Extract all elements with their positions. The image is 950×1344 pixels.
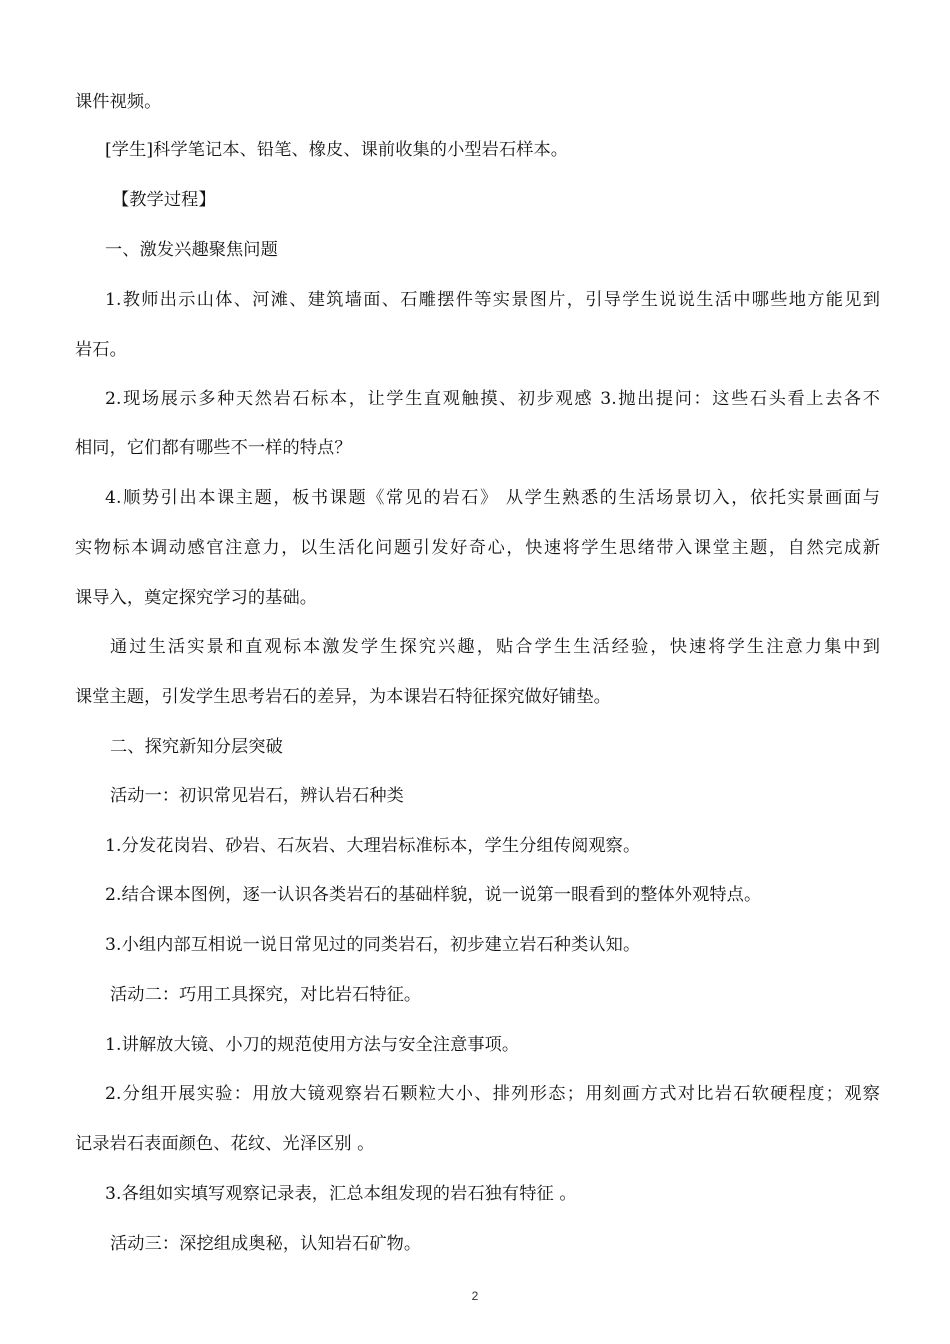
text-line: 岩石。: [75, 340, 127, 360]
text-line: 记录岩石表面颜色、花纹、光泽区别 。: [75, 1134, 375, 1154]
text-line: 课导入，奠定探究学习的基础。: [75, 588, 318, 608]
text-line: 4.顺势引出本课主题，板书课题《常见的岩石》 从学生熟悉的生活场景切入，依托实景画面与: [105, 488, 880, 508]
section-heading: 一、激发兴趣聚焦问题: [105, 240, 278, 260]
text-line: 2.现场展示多种天然岩石标本，让学生直观触摸、初步观感 3.抛出提问：这些石头看上去各不: [105, 389, 880, 409]
text-line: 3.小组内部互相说一说日常见过的同类岩石，初步建立岩石种类认知。: [105, 935, 641, 955]
text-line: 1.讲解放大镜、小刀的规范使用方法与安全注意事项。: [105, 1035, 520, 1055]
page-number: 2: [471, 1289, 479, 1303]
text-line: 课堂主题，引发学生思考岩石的差异，为本课岩石特征探究做好铺垫。: [75, 687, 611, 707]
activity-heading: 活动二：巧用工具探究，对比岩石特征。: [110, 985, 422, 1005]
text-line: 实物标本调动感官注意力，以生活化问题引发好奇心，快速将学生思绪带入课堂主题，自然完成新: [75, 538, 880, 558]
text-line: 1.分发花岗岩、砂岩、石灰岩、大理岩标准标本，学生分组传阅观察。: [105, 836, 641, 856]
activity-heading: 活动一：初识常见岩石，辨认岩石种类: [110, 786, 404, 806]
text-line: 课件视频。: [75, 92, 162, 112]
text-line: 2.结合课本图例，逐一认识各类岩石的基础样貌，说一说第一眼看到的整体外观特点。: [105, 885, 762, 905]
text-line: 2.分组开展实验：用放大镜观察岩石颗粒大小、排列形态；用刻画方式对比岩石软硬程度；观察: [105, 1084, 880, 1104]
section-heading: 二、探究新知分层突破: [110, 737, 283, 757]
text-line: [学生]科学笔记本、铅笔、橡皮、课前收集的小型岩石样本。: [105, 140, 569, 160]
text-line: 3.各组如实填写观察记录表，汇总本组发现的岩石独有特征 。: [105, 1184, 577, 1204]
text-line: 1.教师出示山体、河滩、建筑墙面、石雕摆件等实景图片，引导学生说说生活中哪些地方能见到: [105, 290, 880, 310]
section-heading: 【教学过程】: [112, 190, 216, 210]
text-line: 通过生活实景和直观标本激发学生探究兴趣，贴合学生生活经验，快速将学生注意力集中到: [110, 637, 880, 657]
text-line: 相同，它们都有哪些不一样的特点？: [75, 438, 352, 458]
activity-heading: 活动三：深挖组成奥秘，认知岩石矿物。: [110, 1234, 422, 1254]
